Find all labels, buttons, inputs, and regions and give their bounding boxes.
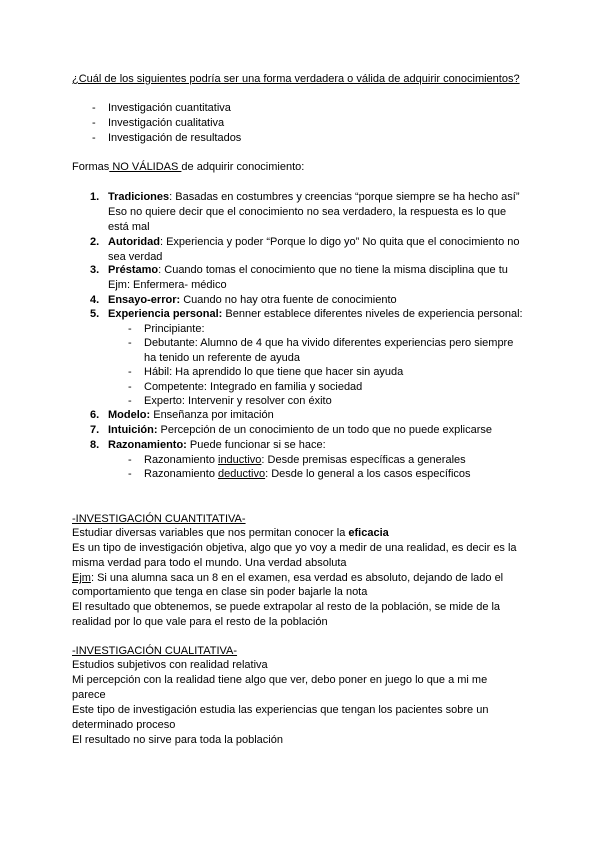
sub-list-item: Competente: Integrado en familia y sociedad — [144, 381, 363, 393]
list-item: Razonamiento: Puede funcionar si se hace: — [108, 439, 326, 451]
sub-list-item: Hábil: Ha aprendido lo que tiene que hacer sin ayuda — [144, 366, 404, 378]
sub-list-item: Principiante: — [144, 323, 205, 335]
list-item: Investigación de resultados — [108, 132, 242, 144]
item-number: 2. — [90, 236, 100, 248]
item-number: 6. — [90, 409, 100, 421]
list-item: Investigación cuantitativa — [108, 102, 231, 114]
section-heading: -INVESTIGACIÓN CUANTITATIVA- — [72, 513, 246, 525]
paragraph-line: misma verdad para todo el mundo. Una verdad absoluta — [72, 557, 347, 569]
list-item: Experiencia personal: Benner establece diferentes niveles de experiencia personal: — [108, 308, 523, 320]
item-number: 4. — [90, 294, 100, 306]
paragraph-line: comportamiento que tenga en clase sin poder bajarle la nota — [72, 586, 368, 598]
item-number: 1. — [90, 191, 100, 203]
paragraph-line: Estudiar diversas variables que nos permitan conocer la eficacia — [72, 527, 389, 539]
section-heading: -INVESTIGACIÓN CUALITATIVA- — [72, 645, 238, 657]
paragraph-line: realidad por lo que vale para el resto de la población — [72, 616, 328, 628]
list-dash: - — [128, 337, 132, 349]
paragraph-line: determinado proceso — [72, 719, 176, 731]
list-dash: - — [128, 366, 132, 378]
list-item: Intuición: Percepción de un conocimiento de un todo que no puede explicarse — [108, 424, 493, 436]
list-item: Ensayo-error: Cuando no hay otra fuente de conocimiento — [108, 294, 397, 306]
formas-heading: Formas NO VÁLIDAS de adquirir conocimiento: — [72, 161, 305, 173]
document-page: ¿Cuál de los siguientes podría ser una forma verdadera o válida de adquirir conocimientos? - Investigación cuantitativa - Investigación cualitativa - Investigación de resultados Formas NO VÁLIDAS de adquirir conocimiento: 1. Tradiciones: Basadas en costumbres y creencias “porque siempre se ha hecho así” Eso no quiere decir que el conocimiento no sea verdadero, la respuesta es lo que está mal 2. Autoridad: Experiencia y poder “Porque lo digo yo” No quita que el conocimiento no sea verdad 3. Préstamo: Cuando tomas el conocimiento que no tiene la misma disciplina que tu Ejm: Enfermera- médico 4. Ensayo-error: Cuando no hay otra fuente de conocimiento 5. Experiencia personal: Benner establece diferentes niveles de experiencia personal: - Principiante: - Debutante: Alumno de 4 que ha vivido diferentes experiencias pero siempre ha tenido un referente de ayuda - Hábil: Ha aprendido lo que tiene que hacer sin ayuda - Competente: Integrado en familia y sociedad - Experto: Intervenir y resolver con éxito 6. Modelo: Enseñanza por imitación 7. Intuición: Percepción de un conocimiento de un todo que no puede explicarse 8. Razonamiento: Puede funcionar si se hace: - Razonamiento inductivo: Desde premisas específicas a generales - Razonamiento deductivo: Desde lo general a los casos específicos -INVESTIGACIÓN CUANTITATIVA- Estudiar diversas variables que nos permitan conocer la eficacia Es un tipo de investigación objetiva, algo que yo voy a medir de una realidad, es decir es la misma verdad para todo el mundo. Una verdad absoluta Ejm: Si una alumna saca un 8 en el examen, esa verdad es absoluto, dejando de lado el comportamiento que tenga en clase sin poder bajarle la nota El resultado que obtenemos, se puede extrapolar al resto de la población, se mide de la realidad por lo que vale para el resto de la población -INVESTIGACIÓN CUALITATIVA- Estudios subjetivos con realidad relativa Mi percepción con la realidad tiene algo que ver, debo poner en juego lo que a mi me parece Este tipo de investigación estudia las experiencias que tengan los pacientes sobre un determinado proceso El resultado no sirve para toda la población — [72, 73, 523, 746]
item-number: 8. — [90, 439, 100, 451]
list-dash: - — [128, 323, 132, 335]
list-item: Modelo: Enseñanza por imitación — [108, 409, 274, 421]
paragraph-line: Es un tipo de investigación objetiva, algo que yo voy a medir de una realidad, es decir es la — [72, 542, 517, 554]
paragraph-line: El resultado que obtenemos, se puede extrapolar al resto de la población, se mide de la — [72, 601, 501, 613]
list-dash: - — [92, 102, 96, 114]
sub-list-item: Debutante: Alumno de 4 que ha vivido diferentes experiencias pero siempre — [144, 337, 514, 349]
item-number: 5. — [90, 308, 100, 320]
paragraph-line: Estudios subjetivos con realidad relativa — [72, 659, 268, 671]
list-item: Préstamo: Cuando tomas el conocimiento que no tiene la misma disciplina que tu — [108, 264, 508, 276]
list-dash: - — [92, 132, 96, 144]
paragraph-line: El resultado no sirve para toda la población — [72, 734, 283, 746]
paragraph-line: Este tipo de investigación estudia las experiencias que tengan los pacientes sobre un — [72, 704, 489, 716]
sub-list-item: Razonamiento inductivo: Desde premisas específicas a generales — [144, 454, 466, 466]
list-dash: - — [92, 117, 96, 129]
sub-list-item: Razonamiento deductivo: Desde lo general a los casos específicos — [144, 468, 471, 480]
list-item: Autoridad: Experiencia y poder “Porque lo digo yo” No quita que el conocimiento no — [108, 236, 520, 248]
list-dash: - — [128, 468, 132, 480]
list-item: Tradiciones: Basadas en costumbres y creencias “porque siempre se ha hecho así” — [108, 191, 520, 203]
list-dash: - — [128, 454, 132, 466]
question-heading: ¿Cuál de los siguientes podría ser una forma verdadera o válida de adquirir conocimientos? — [72, 73, 520, 85]
sub-list-item: Experto: Intervenir y resolver con éxito — [144, 395, 332, 407]
item-number: 3. — [90, 264, 100, 276]
list-dash: - — [128, 381, 132, 393]
paragraph-line: parece — [72, 689, 106, 701]
list-dash: - — [128, 395, 132, 407]
list-item: Investigación cualitativa — [108, 117, 225, 129]
paragraph-line: Mi percepción con la realidad tiene algo que ver, debo poner en juego lo que a mi me — [72, 674, 488, 686]
item-number: 7. — [90, 424, 100, 436]
paragraph-line: Ejm: Si una alumna saca un 8 en el examen, esa verdad es absoluto, dejando de lado el — [72, 572, 504, 584]
